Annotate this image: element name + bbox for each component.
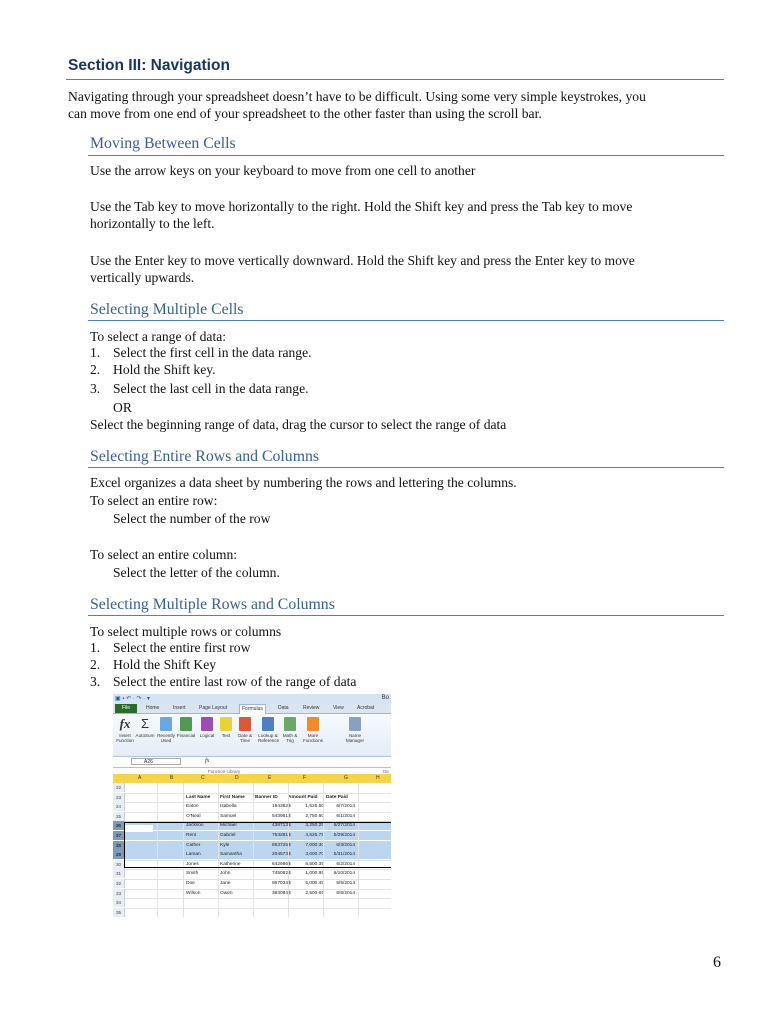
row-number[interactable]: 25 (113, 812, 125, 821)
ribbon-button-label: Insert Function (116, 733, 134, 743)
row-number[interactable]: 30 (113, 860, 125, 869)
cell[interactable]: 5,000.45 (305, 881, 324, 886)
select-range-intro: To select a range of data: (90, 329, 227, 344)
heading-rule (88, 615, 724, 616)
ribbon-button-icon (284, 717, 296, 731)
cell[interactable]: $ (288, 833, 291, 838)
cell[interactable]: 2,750.60 (305, 813, 324, 819)
moving-paragraph-3-line-2: vertically upwards. (90, 270, 195, 285)
row-number[interactable]: 34 (113, 898, 125, 907)
ribbon-button-label: Logical (199, 733, 215, 738)
tab-page-layout[interactable]: Page Layout (199, 705, 228, 711)
column-header[interactable]: A (138, 775, 142, 781)
ribbon-button[interactable] (197, 717, 217, 738)
cell[interactable]: Rent (186, 833, 197, 838)
column-header[interactable]: H (376, 775, 380, 781)
cell[interactable]: Banner ID (255, 794, 278, 800)
heading-rule (88, 155, 724, 156)
cell[interactable]: $ (288, 842, 291, 848)
ribbon-button-label: Lookup & Reference (258, 733, 280, 743)
cell[interactable]: Smith (186, 871, 199, 877)
or-label: OR (113, 400, 132, 415)
cell[interactable]: 753281 (271, 833, 288, 838)
column-header[interactable]: F (303, 775, 307, 781)
ribbon-button-label: Text (221, 733, 231, 738)
column-header[interactable]: E (268, 775, 272, 781)
section-title-rule (66, 79, 724, 80)
tab-file[interactable]: File (115, 704, 137, 713)
ribbon-button[interactable] (258, 717, 278, 743)
moving-paragraph-3-line-1: Use the Enter key to move vertically downward. Hold the Shift key and press the Enter key to move (90, 253, 635, 268)
cell[interactable]: 6/5/2014 (336, 881, 355, 886)
cell[interactable]: 7,000.30 (305, 842, 324, 848)
ribbon-button-icon (201, 717, 213, 731)
list-item: 1. Select the entire first row (90, 640, 251, 655)
tab-home[interactable]: Home (146, 705, 160, 711)
cell[interactable]: $ (288, 852, 291, 858)
ribbon-button-icon: Σ (140, 716, 150, 731)
ribbon-button-icon (160, 717, 172, 731)
cell[interactable]: $ (288, 881, 291, 886)
cell[interactable]: 543981 (271, 813, 288, 819)
list-item: 1. Select the first cell in the data range. (90, 345, 312, 360)
cell[interactable]: Jane (220, 881, 231, 886)
row-number[interactable]: 29 (113, 850, 125, 859)
cell[interactable]: 853725 (271, 842, 288, 848)
ribbon-button[interactable] (156, 717, 176, 743)
ribbon-button[interactable] (280, 717, 300, 743)
moving-paragraph-2-line-1: Use the Tab key to move horizontally to the right. Hold the Shift key and press the Tab key to move (90, 199, 633, 214)
entire-column-intro: To select an entire column: (90, 547, 238, 562)
row-number[interactable]: 31 (113, 869, 125, 878)
cell[interactable]: $ (288, 871, 291, 877)
excel-screenshot (113, 694, 391, 917)
cell[interactable]: 967034 (271, 881, 288, 886)
cell[interactable]: O'Neal (186, 813, 201, 819)
ribbon-button[interactable] (115, 717, 135, 743)
cell[interactable]: 3,000.70 (305, 852, 324, 858)
cell[interactable]: 1,525.50 (305, 804, 324, 810)
row-number[interactable]: 26 (113, 821, 125, 830)
ribbon-tabs (113, 704, 391, 714)
heading-selecting-multiple-cells: Selecting Multiple Cells (90, 301, 244, 318)
heading-moving-between-cells: Moving Between Cells (90, 135, 236, 152)
intro-line-1: Navigating through your spreadsheet doesn’t have to be difficult. Using some very simple keystrokes, you (68, 89, 646, 104)
column-header[interactable]: B (170, 775, 174, 781)
window-title-fragment: Bo (381, 695, 389, 701)
ribbon-button[interactable] (176, 717, 196, 738)
heading-selecting-multiple-rows-columns: Selecting Multiple Rows and Columns (90, 596, 335, 613)
cell[interactable]: Laman (186, 852, 201, 858)
tab-formulas[interactable]: Formulas (239, 704, 266, 714)
table-row (113, 812, 391, 821)
moving-paragraph-2-line-2: horizontally to the left. (90, 216, 215, 231)
table-row (113, 802, 391, 811)
ribbon-group-label: Function Library (208, 769, 241, 774)
multiple-intro: To select multiple rows or columns (90, 624, 282, 639)
cell[interactable]: Date Paid (326, 794, 348, 800)
cell[interactable]: $ (288, 861, 291, 867)
list-item: 2. Hold the Shift Key (90, 657, 217, 672)
list-item: 3. Select the entire last row of the range of data (90, 674, 357, 689)
intro-line-2: can move from one end of your spreadsheet to the other faster than using the scroll bar. (68, 106, 542, 121)
ribbon-button-label: AutoSum (135, 733, 155, 738)
select-drag-text: Select the beginning range of data, drag the cursor to select the range of data (90, 417, 507, 432)
ribbon-button-label: Name Manager (345, 733, 365, 743)
entire-paragraph-1: Excel organizes a data sheet by numbering the rows and lettering the columns. (90, 475, 517, 490)
cell[interactable]: 1,000.95 (305, 871, 324, 877)
cell[interactable]: Cather (186, 842, 201, 848)
selection-border (124, 822, 391, 868)
cell[interactable]: $ (288, 813, 291, 819)
ribbon-button-icon (262, 717, 274, 731)
tab-data[interactable]: Data (278, 705, 289, 711)
ribbon-button[interactable] (345, 717, 365, 743)
cell[interactable]: 6/3/2014 (336, 842, 355, 848)
row-number[interactable]: 32 (113, 879, 125, 888)
ribbon-button-label: Financial (176, 733, 196, 738)
ribbon-button-label: Date & Time (237, 733, 253, 743)
entire-row-intro: To select an entire row: (90, 493, 218, 508)
cell[interactable]: 642986 (271, 861, 288, 867)
table-row (113, 879, 391, 888)
cell[interactable]: 6/10/2014 (333, 871, 355, 877)
table-row (113, 869, 391, 878)
cell[interactable]: 6/7/2014 (336, 804, 355, 810)
cell[interactable]: Samantha (220, 852, 242, 858)
cell[interactable]: 745082 (271, 871, 288, 877)
cell[interactable]: $ (288, 890, 291, 896)
ribbon-button[interactable] (135, 717, 155, 738)
heading-rule (88, 467, 724, 468)
cell[interactable]: Samuel (220, 813, 237, 819)
cell[interactable]: 6/8/2014 (336, 890, 355, 896)
ribbon-button-label: Recently Used (157, 733, 175, 743)
ribbon-button-icon (349, 717, 361, 731)
ribbon-button-icon: fx (119, 716, 131, 731)
cell[interactable]: 3,250.25 (305, 823, 324, 829)
row-number[interactable]: 33 (113, 889, 125, 898)
cell[interactable]: 6,500.35 (305, 861, 324, 867)
row-number[interactable]: 22 (113, 783, 125, 792)
cell[interactable]: 2,500.65 (305, 890, 324, 896)
column-header[interactable]: D (235, 775, 239, 781)
table-row (113, 783, 391, 792)
ribbon-button-label: More Functions (303, 733, 323, 743)
section-title: Section III: Navigation (68, 57, 230, 74)
cell[interactable]: 5/27/2014 (333, 823, 355, 829)
cell[interactable]: Last Name (186, 794, 211, 800)
cell[interactable]: 4,525.75 (305, 833, 324, 838)
tab-insert[interactable]: Insert (173, 705, 186, 711)
cell[interactable]: Eaton (186, 804, 199, 810)
cell[interactable]: Amount Paid (288, 794, 318, 800)
cell[interactable]: First Name (220, 794, 245, 800)
cell[interactable]: Wilson (186, 890, 201, 896)
cell[interactable]: 5/29/2014 (333, 833, 355, 838)
cell[interactable]: 5/31/2014 (333, 852, 355, 858)
tab-view[interactable]: View (333, 705, 344, 711)
cell[interactable]: John (220, 871, 231, 877)
ribbon-button[interactable] (303, 717, 323, 743)
ribbon-button-label: Math & Trig (282, 733, 298, 743)
table-row (113, 889, 391, 898)
cell[interactable]: Jackson (186, 823, 204, 829)
ribbon-button-icon (239, 717, 251, 731)
ribbon-button[interactable] (235, 717, 255, 743)
cell[interactable]: Kyle (220, 842, 230, 848)
table-row (113, 793, 391, 802)
list-item: 3. Select the last cell in the data range. (90, 381, 309, 396)
row-number[interactable]: 28 (113, 841, 125, 850)
quick-access-toolbar-icon: ▣ ▪ ↶ · ↷ · ▾ (115, 696, 150, 702)
name-box[interactable]: A26 (131, 758, 181, 765)
column-header[interactable]: G (344, 775, 348, 781)
tab-review[interactable]: Review (303, 705, 320, 711)
cell[interactable]: 6/1/2014 (336, 813, 355, 819)
cell[interactable]: 6/2/2014 (336, 861, 355, 867)
cell[interactable]: 363084 (271, 890, 288, 896)
row-number[interactable]: 24 (113, 802, 125, 811)
cell[interactable]: 438713 (271, 823, 288, 829)
cell[interactable]: Michael (220, 823, 237, 829)
ribbon-button-icon (307, 717, 319, 731)
column-headers (113, 774, 391, 783)
table-row (113, 898, 391, 907)
row-number[interactable]: 35 (113, 908, 125, 917)
cell[interactable]: Jones (186, 861, 199, 867)
tab-acrobat[interactable]: Acrobat (357, 705, 375, 711)
cell[interactable]: 204573 (271, 852, 288, 858)
ribbon-button-icon (220, 717, 232, 731)
entire-row-step: Select the number of the row (113, 511, 271, 526)
moving-paragraph-1: Use the arrow keys on your keyboard to move from one cell to another (90, 163, 476, 178)
formula-bar (113, 757, 391, 768)
cell[interactable]: Katherine (220, 861, 241, 867)
cell[interactable]: Isabella (220, 804, 237, 810)
list-item: 2. Hold the Shift key. (90, 362, 216, 377)
entire-column-step: Select the letter of the column. (113, 565, 280, 580)
cell[interactable]: $ (288, 804, 291, 810)
heading-selecting-entire-rows-columns: Selecting Entire Rows and Columns (90, 448, 320, 465)
ribbon-button-icon (180, 717, 192, 731)
row-number[interactable]: 27 (113, 831, 125, 840)
row-number[interactable]: 23 (113, 793, 125, 802)
fx-icon[interactable]: fx (205, 758, 210, 764)
cell[interactable]: 194382 (271, 804, 288, 810)
cell[interactable]: Gabriel (220, 833, 236, 838)
cell[interactable]: $ (288, 823, 291, 829)
ribbon-group-label: De (383, 769, 389, 774)
cell[interactable]: Owen (220, 890, 233, 896)
ribbon-button[interactable] (216, 717, 236, 738)
table-row (113, 908, 391, 917)
page-number: 6 (713, 954, 721, 971)
cell[interactable]: Doe (186, 881, 195, 886)
column-header[interactable]: C (201, 775, 205, 781)
excel-title-bar (113, 694, 391, 704)
heading-rule (88, 320, 724, 321)
